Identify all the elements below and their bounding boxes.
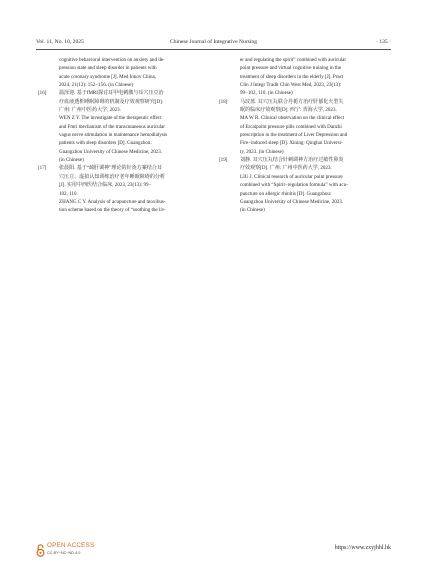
reference-line: 温泽迎. 基于fMRI探讨耳甲电刺激与耳穴压豆治 [59,90,164,97]
reference-line: 疗效观察[D]. 广州: 广州中医药大学, 2023. [240,165,332,172]
reference-line: combined with “Spirit−regulation formula” with acu- [240,182,348,189]
volume-issue: Vol. 11, No. 10, 2025 [36,39,84,45]
right-column [218,56,390,215]
reference-line: Guangzhou University of Chinese Medicine, 2023. [59,148,163,155]
reference-line: 广州: 广州中医药大学, 2023. [59,107,121,114]
reference-line: 99−102, 110. (in Chinese) [240,90,293,97]
reference-number: [19] [219,157,228,164]
reference-line: Fire−induced sleep [D]. Xining: Qinghai Universi- [240,140,343,147]
reference-line: er and regulating the spirit” combined with auricular [240,57,347,63]
reference-line: 102, 110. [59,190,78,197]
reference-line: point pressure and virtual cognitive training in the [240,65,342,72]
reference-number: [17] [38,165,47,172]
reference-18 [218,98,390,156]
reference-line: pression state and sleep disorder in patients with [59,65,157,72]
reference-17 [37,164,209,214]
reference-line: (in Chinese) [59,157,84,164]
reference-line: Clin J Integr Tradit Chin West Med, 2023, 23(13): [240,82,342,89]
journal-url[interactable]: https://www.zxyjhhl.hk [334,545,391,551]
reference-line: puncture on allergic rhinitis [D]. Guangzhou: [240,190,332,197]
reference-19 [218,156,390,214]
page-footer [36,542,391,564]
reference-line: WEN Z Y. The investigate of the therapeutic effect [59,115,162,122]
journal-title: Chinese Journal of Integrative Nursing [170,39,257,45]
reference-line: ty, 2023. (in Chinese) [240,148,284,155]
reference-line: 眠的临床疗效观察[D]. 西宁: 青海大学, 2023. [240,107,337,114]
open-access-lock-icon [36,543,45,557]
reference-line: 穴压豆、虚拟认知训练治疗老年睡眠障碍的分析 [59,173,165,180]
reference-line: ZHANG C Y. Analysis of acupuncture and moxibus- [59,198,166,205]
left-column [37,56,209,215]
reference-continuation [218,56,390,98]
reference-number: [18] [219,98,228,105]
reference-line: 张晨阳. 基于“疏肝调神”理论的针灸方案结合耳 [59,165,162,172]
reference-16 [37,89,209,164]
reference-line: treatment of sleep disorders in the elderly [J]. Pract [240,73,344,80]
reference-line: cognitive behavioral intervention on anxiety and de- [59,57,165,63]
reference-line: Guangzhou University of Chinese Medicine, 2023. [240,198,344,205]
reference-line: tion scheme based on the theory of “soothing the liv- [59,207,166,214]
reference-line: vagus nerve stimulation in maintenance hemodialysis [59,132,168,139]
reference-line: and Fmri mechanism of the transcutaneous auricular [59,123,165,130]
reference-line: (in Chinese) [240,207,265,214]
reference-line: 马玟蓝. 耳穴压丸联合丹栀方治疗肝郁化火型失 [240,98,344,105]
reference-line: LIU J. Clinical research of auricular point pressure [240,173,343,180]
reference-line: patients with sleep disorders [D]. Guangzhou: [59,140,152,147]
reference-line: 疗血液透析睡眠障碍的机制及疗效观察研究[D]. [59,98,164,105]
running-header [36,36,391,48]
header-rule [36,49,391,50]
open-access-label: OPEN ACCESS [47,542,95,549]
reference-line: prescription in the treatment of Liver Depression and [240,132,348,139]
reference-line: 2024, 21(12): 152−156. (in Chinese) [59,82,134,89]
reference-continuation [37,56,209,89]
reference-line: MA W R. Clinical observation on the clinical effect [240,115,345,122]
reference-line: acute coronary syndrome [J]. Med Innov China, [59,73,156,80]
reference-line: [J]. 实用中西医结合临床, 2023, 23(13): 99− [59,182,152,189]
reference-line: of Ercaipoint pressure pills combined with Danzhi [240,123,342,130]
reference-line: 刘静. 耳穴压丸结合针刺调神方治疗过敏性鼻炎 [240,157,344,164]
license-label: CC BY−NC−ND 4.0 [47,551,81,555]
reference-number: [16] [38,90,47,97]
page-number: · 135 · [376,39,391,45]
